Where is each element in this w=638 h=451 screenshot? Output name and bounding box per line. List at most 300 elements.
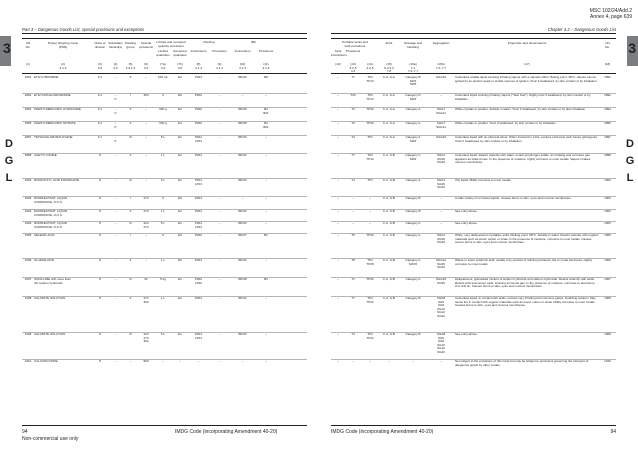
table-cell: T3 (351, 107, 355, 111)
table-cell: – (337, 296, 339, 300)
table-row (22, 121, 307, 135)
table-cell: Category B (405, 296, 421, 300)
table-cell: 8 (99, 258, 101, 262)
table-cell: 5 L (160, 135, 166, 139)
table-cell: White, very deliquescent crystalline solid. Melting point: 58°C. Soluble in water. Reacts violently with organic materials such as wood, cotton or straw. In the presence of moisture, corrosive to most metals. Causes severe burns to skin, eyes and mucous membranes. (455, 233, 599, 245)
table-cell: 5 kg (160, 277, 166, 281)
table-cell: 8 (99, 277, 101, 281)
table-cell: SGG7 SGG11 (436, 121, 446, 129)
table-cell: 1903 (24, 221, 32, 225)
table-cell: – (337, 258, 339, 262)
table-row (331, 135, 616, 153)
table-cell: IBC08 (238, 121, 247, 125)
table-cell: I (130, 233, 131, 237)
table-cell: – (145, 258, 147, 262)
column-heading: UN No. (25, 41, 31, 49)
column-number: (12) (335, 62, 341, 66)
column-number: (7a) 3.4 (160, 62, 166, 70)
table-cell: DISINFECTANT, LIQUID, CORROSIVE, N.O.S. (34, 196, 68, 204)
table-cell: – (440, 359, 442, 363)
table-cell: – (337, 107, 339, 111)
table-cell: TP2 TP13 (366, 153, 374, 161)
table-cell: – (369, 359, 371, 363)
table-cell: F-A, S-B (383, 178, 395, 182)
column-heading: Instructions (190, 49, 207, 53)
table-cell: 274 (143, 209, 149, 213)
table-cell: P002 LP02 (194, 277, 202, 285)
table-cell: White crystals or powder. Soluble in water. Toxic if swallowed, by skin contact or by dust inhalation. (455, 107, 587, 111)
table-cell: III (129, 277, 132, 281)
column-group-heading: Limited and excepted quantity provisions (156, 40, 186, 48)
table-cell: Category A (405, 233, 421, 237)
table-cell: IBC03 (238, 332, 247, 336)
table-cell: 8 (99, 233, 101, 237)
table-cell: – (265, 153, 267, 157)
table-cell: 1903 (24, 209, 32, 213)
table-cell: B1 (264, 233, 268, 237)
table-cell: P001 LP01 (194, 221, 202, 229)
table-cell: E0 (178, 258, 182, 262)
table-cell: P602 (194, 93, 202, 97)
table-cell: – (337, 221, 339, 225)
table-cell: 1894 (24, 107, 32, 111)
table-cell: – (337, 178, 339, 182)
table-cell: 1892 (24, 93, 32, 97)
table-cell: DISINFECTANT, LIQUID, CORROSIVE, N.O.S. (34, 221, 68, 229)
table-cell: – (337, 196, 339, 200)
table-cell: – (265, 135, 267, 139)
table-cell: 1908 (604, 332, 611, 336)
table-cell: SGG18 SG35 (435, 277, 446, 285)
table-cell: White crystals or powder. Toxic if swallowed, by skin contact or by inhalation. (455, 121, 557, 125)
table-cell: – (337, 277, 339, 281)
table-cell: E4 (178, 121, 182, 125)
column-heading: Limited quantities (156, 49, 170, 57)
table-cell: Colourless liquid with an ethereal odour. When involved in a fire, evolves extremely toxic fumes (phosgene). Toxic if swallowed, by skin contact or by inhalation. (455, 135, 598, 143)
table-cell: TP33 (366, 107, 374, 111)
table-cell: – (337, 153, 339, 157)
table-cell: 274 (143, 196, 149, 200)
table-cell: – P (114, 135, 117, 143)
table-cell: – (265, 258, 267, 262)
table-cell: – (145, 233, 147, 237)
column-number: (10) 4.1.4 (239, 62, 246, 70)
table-cell: SGG10 (435, 135, 446, 139)
table-row (331, 209, 616, 221)
right-section-title: Chapter 3.2 – Dangerous Goods List (547, 27, 616, 32)
table-cell: 8 (99, 332, 101, 336)
table-cell: Category A (405, 121, 421, 125)
table-cell: TP1 (367, 135, 373, 139)
table-cell: – P (114, 93, 117, 101)
table-cell: See entry above. (455, 221, 478, 225)
table-cell: P001 (194, 258, 202, 262)
table-cell: IBC02 (238, 296, 247, 300)
table-cell: Oily liquid. Mildly corrosive to most metals. (455, 178, 512, 182)
table-cell: – (265, 221, 267, 225)
table-cell: 1906 (604, 258, 611, 262)
table-cell: P001 LP01 (194, 332, 202, 340)
table-cell: II (129, 121, 132, 125)
table-cell: 1903 (24, 196, 32, 200)
column-heading: Provisions (258, 49, 274, 53)
column-heading: Tank instructions (331, 49, 347, 57)
table-cell: 1910 (604, 359, 611, 363)
table-cell: 223 274 (143, 221, 149, 229)
table-cell: Waste or spent sulphuric acid, usually a by-product of refining petroleum oils or crude benzenes. Highly corrosive to most metals. (455, 258, 592, 266)
table-cell: 1908 (24, 296, 32, 300)
table-row (331, 107, 616, 121)
table-cell: F-A, S-A (383, 75, 395, 79)
column-number: (15) 5.4.3.2 7.8 (384, 62, 394, 74)
table-cell: – (179, 359, 181, 363)
column-heading: Instructions (234, 49, 251, 53)
column-number: (16a) 7.1 7.3–7.7 (407, 62, 419, 74)
table-row (22, 296, 307, 332)
table-cell: I (130, 93, 131, 97)
column-number: (13) 4.2.5 4.3 (349, 62, 357, 74)
table-cell: F-A, S-A (383, 135, 395, 139)
table-cell: E0 (178, 93, 182, 97)
table-cell: P001 (194, 75, 202, 79)
table-row (22, 153, 307, 178)
table-cell: P002 (194, 107, 202, 111)
table-cell: F-A, S-A (383, 107, 395, 111)
table-cell: III (129, 178, 132, 182)
table-cell: 1905 (604, 233, 611, 237)
table-cell: 1903 (604, 196, 611, 200)
table-cell: P001 (194, 153, 202, 157)
right-footer-title: IMDG Code (incorporating Amendment 40-20) (331, 429, 434, 435)
table-row (22, 233, 307, 258)
table-cell: 62 (144, 277, 148, 281)
table-cell: T7 (351, 296, 355, 300)
table-cell: F-A, S-A (383, 93, 395, 97)
table-cell: – (337, 75, 339, 79)
table-cell: 6.1 (97, 121, 103, 125)
table-cell: – (412, 359, 414, 363)
table-cell: TP2 TP13 (366, 93, 374, 101)
table-cell: – (114, 277, 117, 281)
table-cell: 1906 (24, 258, 32, 262)
table-cell: 274 352 (143, 296, 149, 304)
table-cell: – (337, 233, 339, 237)
right-page-number: 94 (610, 429, 616, 435)
table-cell: – (241, 93, 244, 97)
table-cell: 8 (99, 153, 101, 157)
table-cell: 0 (162, 93, 164, 97)
table-cell: Category A (405, 221, 421, 225)
table-cell: 1903 (604, 209, 611, 213)
right-footer-rule (331, 425, 616, 426)
table-cell: – (440, 221, 442, 225)
table-cell: – (369, 209, 371, 213)
table-cell: B4 B21 (263, 107, 269, 115)
table-row (22, 135, 307, 153)
table-cell: TP33 (366, 233, 374, 237)
table-cell: – (218, 359, 221, 363)
table-cell: TETRACHLOROETHYLENE (34, 135, 73, 139)
table-cell: Category C SW2 (405, 153, 421, 161)
table-cell: II (129, 75, 132, 79)
table-cell: DIISOOCTYL ACID PHOSPHATE (34, 178, 80, 182)
table-cell: – (265, 359, 267, 363)
table-cell: TP2 TP13 (366, 75, 374, 83)
table-cell: IBC02 (238, 209, 247, 213)
column-number: (7b) 3.5 (177, 62, 183, 70)
table-cell: – (145, 153, 147, 157)
table-cell: 1907 (24, 277, 32, 281)
table-cell: F-A, S-B (383, 332, 395, 336)
table-cell: SGG1a SG36 SG49 (435, 258, 446, 270)
table-cell: P002 (194, 233, 202, 237)
table-cell: IBC07 (238, 233, 247, 237)
side-letter: G (4, 155, 14, 167)
table-cell: – (145, 178, 147, 182)
table-cell: – (218, 153, 221, 157)
table-cell: – (114, 296, 117, 300)
table-cell: – (114, 332, 117, 336)
left-page-number: 94 (22, 429, 28, 435)
table-row (22, 359, 307, 376)
table-row (331, 178, 616, 196)
column-heading: Proper shipping name (PSN) (47, 41, 79, 49)
table-cell: ACETYL IODIDE (34, 153, 57, 157)
column-heading: Segregation (432, 41, 450, 45)
table-cell: – (440, 196, 442, 200)
table-cell: E4 (178, 107, 182, 111)
table-cell: 500 g (159, 107, 167, 111)
table-cell: F-A, S-B (383, 221, 395, 225)
table-cell: F-A, S-A (383, 121, 395, 125)
table-cell: 1908 (604, 296, 611, 300)
table-cell: 1897 (24, 135, 32, 139)
table-cell: 6.1 (97, 75, 103, 79)
table-row (331, 153, 616, 178)
table-cell: – (218, 196, 221, 200)
table-cell: Category A (405, 178, 421, 182)
table-cell: 1902 (24, 178, 32, 182)
side-letter: L (626, 172, 634, 184)
table-cell: – (197, 359, 200, 363)
table-cell: – (440, 93, 442, 97)
table-cell: 8 (99, 221, 101, 225)
table-cell: 1905 (24, 233, 32, 237)
table-cell: E4 (178, 75, 182, 79)
column-heading: Provisions (212, 49, 227, 53)
table-cell: 0 (162, 233, 164, 237)
table-cell: – (218, 209, 221, 213)
table-cell: IBC02 (238, 75, 247, 79)
column-heading: Special provisions (139, 41, 153, 49)
left-side-index (2, 136, 16, 187)
table-cell: 1 L (160, 296, 166, 300)
table-cell: P002 (194, 121, 202, 125)
table-cell: – (145, 107, 147, 111)
side-letter: D (5, 138, 13, 150)
table-cell: I (130, 196, 131, 200)
table-cell: SGG1 SG36 SG49 (436, 178, 446, 190)
table-row (22, 277, 307, 296)
table-cell: – (218, 258, 221, 262)
table-cell: IBC02 (238, 258, 247, 262)
right-dangerous-goods-table (331, 38, 616, 428)
table-row (22, 93, 307, 107)
table-cell: 1 L (160, 153, 166, 157)
column-number: (9) 4.1.4 (216, 62, 223, 70)
table-cell: E1 (178, 332, 182, 336)
table-cell: 1895 (604, 121, 611, 125)
table-row (331, 221, 616, 233)
side-letter: G (625, 155, 635, 167)
table-cell: – (218, 233, 221, 237)
table-cell: 6.1 (97, 93, 103, 97)
table-cell: T7 (351, 75, 355, 79)
column-heading: UN No. (605, 41, 610, 49)
table-cell: E2 (178, 153, 182, 157)
table-cell: See entry above. (455, 332, 478, 336)
table-row (331, 332, 616, 359)
table-cell: – (129, 359, 132, 363)
table-cell: 1895 (24, 121, 32, 125)
table-cell: TP2 TP24 (366, 332, 374, 340)
table-cell: II (129, 258, 132, 262)
table-cell: 1898 (24, 153, 32, 157)
left-footer-rule (22, 425, 307, 426)
table-cell: – (265, 178, 267, 182)
table-cell: – (114, 233, 117, 237)
table-cell: F-A, S-B (383, 196, 395, 200)
table-cell: 6.1 (97, 107, 103, 111)
right-tab-number: 3 (628, 40, 636, 56)
table-cell: E1 (178, 178, 182, 182)
table-cell: Category D SW2 (405, 93, 421, 101)
table-cell: 5 L (160, 178, 166, 182)
table-cell: P001 (194, 296, 202, 300)
table-cell: IBC03 (238, 178, 247, 182)
column-group-heading: Portable tanks and bulk containers (342, 40, 368, 48)
column-heading: Subsidiary hazard(s) (108, 41, 123, 49)
table-cell: SGG1 SG36 SG49 (436, 153, 446, 165)
table-cell: 1898 (604, 153, 611, 157)
table-cell: SODA LIME with more than 4% sodium hydroxide (34, 277, 71, 285)
left-header-rule (22, 33, 307, 34)
table-cell: T4 (351, 178, 355, 182)
table-cell: – (114, 178, 117, 182)
column-group-heading: Packing (203, 40, 215, 44)
table-cell: 0 (162, 196, 164, 200)
table-cell: IBC08 (238, 107, 247, 111)
table-cell: PHENYLMERCURIC HYDROXIDE (34, 107, 81, 111)
table-cell: IBC08 (238, 277, 247, 281)
table-cell: F-A, S-B (383, 153, 395, 157)
footer-note: Non-commercial use only (22, 436, 79, 442)
table-cell: – (218, 277, 221, 281)
table-cell: TP2 TP28 (366, 258, 374, 266)
table-cell: – (145, 121, 147, 125)
table-cell: SGG1 SG36 SG49 (436, 233, 446, 245)
document-reference: MSC 102/24/Add.2 (589, 8, 632, 14)
table-cell: – (369, 221, 371, 225)
table-cell: 8 (99, 359, 101, 363)
table-cell: T3 (351, 121, 355, 125)
table-cell: – (114, 258, 117, 262)
table-row (22, 209, 307, 221)
table-cell: 1 L (160, 209, 166, 213)
table-cell: 1907 (604, 277, 611, 281)
table-row (331, 296, 616, 332)
column-number: (18) (604, 62, 611, 66)
table-cell: Category B SW2 SW5 (405, 75, 421, 87)
table-cell: T8 (351, 258, 355, 262)
table-cell: – (218, 135, 221, 139)
table-cell: – (114, 196, 117, 200)
table-row (331, 258, 616, 277)
table-cell: P001 (194, 209, 202, 213)
table-top-rule (331, 38, 616, 39)
table-cell: – (218, 75, 221, 79)
column-heading: Class or division (94, 41, 106, 49)
column-number: (17) (524, 62, 530, 66)
table-cell: E1 (178, 221, 182, 225)
table-cell: SGG8 SG6 SG8 SG10 SG12 SG20 (436, 332, 446, 354)
table-cell: Category A (405, 107, 421, 111)
table-cell: Category B (405, 332, 421, 336)
table-cell: E0 (178, 233, 182, 237)
table-cell: E2 (178, 296, 182, 300)
table-cell: 1892 (604, 93, 611, 97)
table-cell: – (352, 196, 354, 200)
table-cell: – (241, 359, 244, 363)
table-cell: 5 L (160, 221, 166, 225)
table-cell: Colourless volatile liquid evolving irritating vapour with a narcotic effect. Boiling point: 38°C. Vapour can be ignited by an electric spark or similar sources of ignition. Toxic if swallowed, by skin contact or by inhalation. (455, 75, 598, 83)
table-cell: – (337, 121, 339, 125)
column-number: (3) 2.0 (97, 62, 103, 70)
table-cell: – (265, 209, 267, 213)
table-cell: II (129, 153, 132, 157)
table-cell: 6.1 (97, 135, 103, 139)
table-cell: SELENIC ACID (34, 233, 55, 237)
table-cell: F-A, S-B (383, 296, 395, 300)
table-row (22, 75, 307, 93)
table-cell: 1910 (24, 359, 32, 363)
table-cell: 8 (99, 196, 101, 200)
table-cell: – (265, 332, 267, 336)
table-cell: 1 L (160, 258, 166, 262)
table-cell: III (129, 332, 132, 336)
table-row (331, 121, 616, 135)
column-heading: EmS (385, 41, 393, 45)
table-cell: CHLORITE SOLUTION (34, 332, 66, 336)
table-cell: II (129, 296, 132, 300)
table-cell: TP1 (367, 178, 373, 182)
table-cell: DISINFECTANT, LIQUID, CORROSIVE, N.O.S. (34, 209, 68, 217)
table-cell: T20 (350, 93, 356, 97)
table-cell: – (352, 359, 354, 363)
header-bottom-rule (22, 73, 307, 74)
table-cell: T4 (351, 135, 355, 139)
table-cell: 5 L (160, 332, 166, 336)
table-cell: – (218, 178, 221, 182)
table-cell: Colourless liquid. In contact with acids, evolves very irritating and corrosive gases. Oxidizing solution. May cause fire in contact with organic materials such as wood, cotton or straw. Mildly corrosive to most metals. Causes burns to skin, eyes and mucous membranes. (455, 296, 596, 308)
table-row (22, 332, 307, 359)
table-cell: – (337, 135, 339, 139)
table-cell: F-A, S-B (383, 233, 395, 237)
table-cell: – (114, 153, 117, 157)
table-cell: – (440, 209, 442, 213)
table-cell: Colourless liquid. Reacts violently with water, evolving hydrogen iodide, an irritating and corrosive gas apparent as white fumes. In the presence of moisture, highly corrosive to most metals. Vapour irritates mucous membranes. (455, 153, 591, 165)
table-cell: – (352, 221, 354, 225)
